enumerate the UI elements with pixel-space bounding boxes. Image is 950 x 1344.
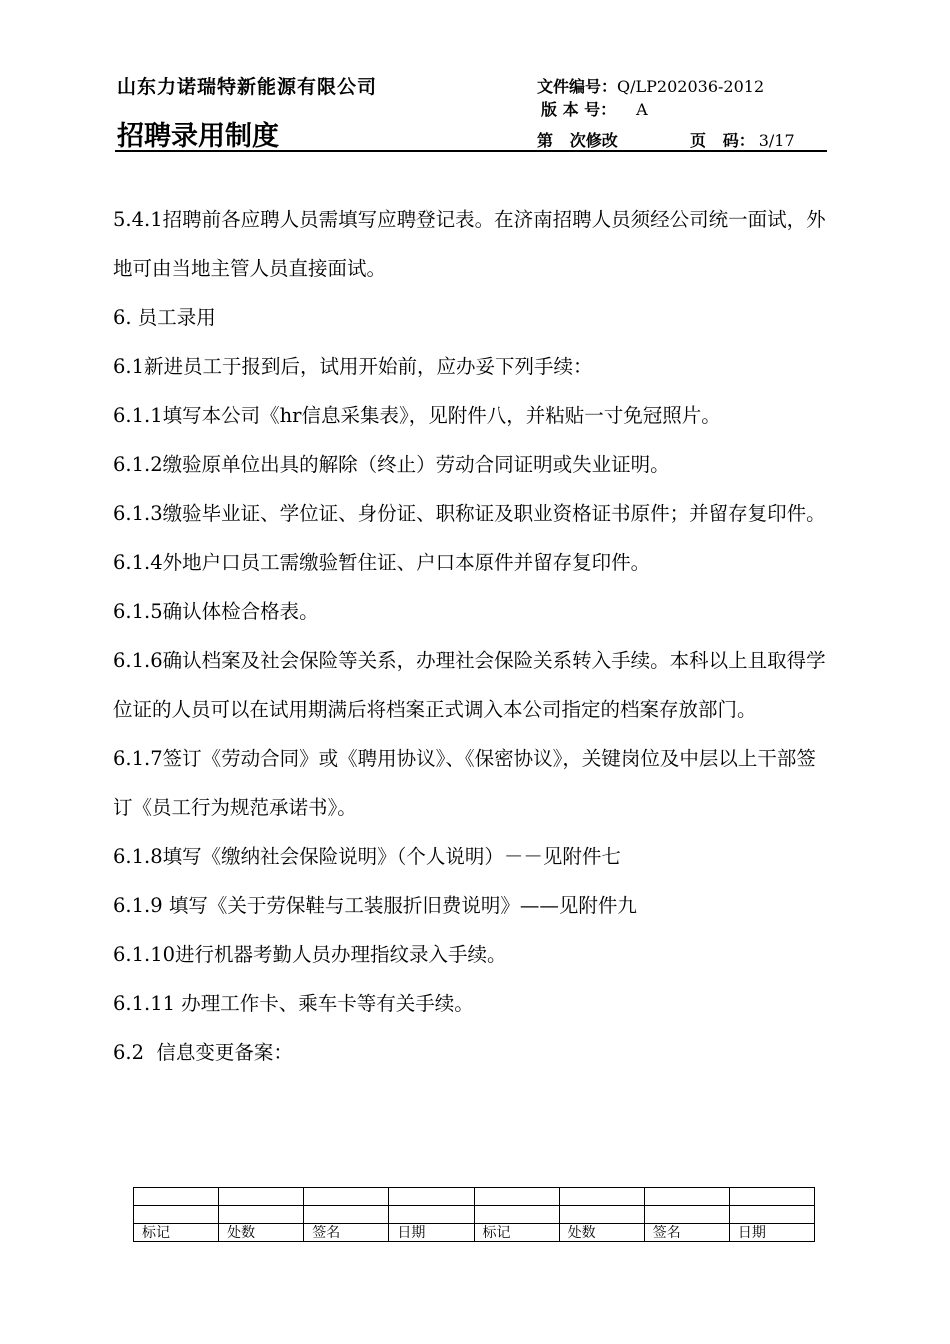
table-cell [474, 1206, 559, 1224]
paragraph: 6.1.10进行机器考勤人员办理指纹录入手续。 [113, 943, 507, 966]
version [541, 97, 648, 120]
table-cell [559, 1206, 644, 1224]
table-header-cell: 标记 [134, 1224, 219, 1242]
revision-label: 第 次修改 [537, 131, 618, 150]
table-header-cell: 日期 [389, 1224, 474, 1242]
table-cell [729, 1206, 814, 1224]
file-number [537, 74, 764, 97]
revision-record-table [133, 1187, 815, 1242]
file-number-label: 文件编号： [537, 77, 618, 96]
paragraph: 6.1.5确认体检合格表。 [113, 600, 319, 623]
table-header-cell: 处数 [219, 1224, 304, 1242]
page-label: 页 码： [690, 131, 755, 150]
table-cell [134, 1206, 219, 1224]
table-header-cell: 标记 [474, 1224, 559, 1242]
table-row [134, 1188, 815, 1206]
table-row [134, 1206, 815, 1224]
table-header-row [134, 1224, 815, 1242]
paragraph: 6.1.3缴验毕业证、学位证、身份证、职称证及职业资格证书原件；并留存复印件。 [113, 502, 826, 525]
table-cell [219, 1188, 304, 1206]
table-cell [644, 1188, 729, 1206]
paragraph: 6.1.4外地户口员工需缴验暂住证、户口本原件并留存复印件。 [113, 551, 651, 574]
table-cell [474, 1188, 559, 1206]
paragraph: 5.4.1招聘前各应聘人员需填写应聘登记表。在济南招聘人员须经公司统一面试，外地可由当地主管人员直接面试。 [113, 208, 826, 280]
file-number-value: Q/LP202036-2012 [617, 77, 765, 96]
paragraph: 6. 员工录用 [113, 306, 216, 329]
paragraph: 6.1.9 填写《关于劳保鞋与工装服折旧费说明》——见附件九 [113, 894, 637, 917]
table-header-cell: 签名 [304, 1224, 389, 1242]
page-number [690, 128, 795, 151]
page-value: 3/17 [758, 131, 795, 150]
document-title: 招聘录用制度 [117, 121, 279, 152]
table-cell [219, 1206, 304, 1224]
paragraph: 6.1.2缴验原单位出具的解除（终止）劳动合同证明或失业证明。 [113, 453, 670, 476]
table-cell [389, 1188, 474, 1206]
table-cell [304, 1206, 389, 1224]
paragraph: 6.1.7签订《劳动合同》或《聘用协议》、《保密协议》，关键岗位及中层以上干部签订《员工行为规范承诺书》。 [113, 747, 816, 819]
paragraph: 6.1.8填写《缴纳社会保险说明》（个人说明）－－见附件七 [113, 845, 621, 868]
table-header-cell: 处数 [559, 1224, 644, 1242]
table-cell [729, 1188, 814, 1206]
paragraph: 6.1.1填写本公司《hr信息采集表》，见附件八，并粘贴一寸免冠照片。 [113, 404, 721, 427]
paragraph: 6.1.6确认档案及社会保险等关系，办理社会保险关系转入手续。本科以上且取得学位证的人员可以在试用期满后将档案正式调入本公司指定的档案存放部门。 [113, 649, 826, 721]
header-divider [115, 150, 827, 152]
company-name: 山东力诺瑞特新能源有限公司 [117, 76, 378, 98]
table-cell [644, 1206, 729, 1224]
paragraph: 6.1.11 办理工作卡、乘车卡等有关手续。 [113, 992, 474, 1015]
table-cell [559, 1188, 644, 1206]
table-header-cell: 日期 [729, 1224, 814, 1242]
table-cell [134, 1188, 219, 1206]
paragraph: 6.1新进员工于报到后，试用开始前，应办妥下列手续： [113, 355, 593, 378]
document-body [113, 195, 833, 1077]
table-cell [304, 1188, 389, 1206]
table-cell [389, 1206, 474, 1224]
paragraph: 6.2 信息变更备案： [113, 1041, 293, 1064]
version-value: A [636, 100, 648, 119]
version-label: 版 本 号： [541, 100, 617, 119]
table-header-cell: 签名 [644, 1224, 729, 1242]
